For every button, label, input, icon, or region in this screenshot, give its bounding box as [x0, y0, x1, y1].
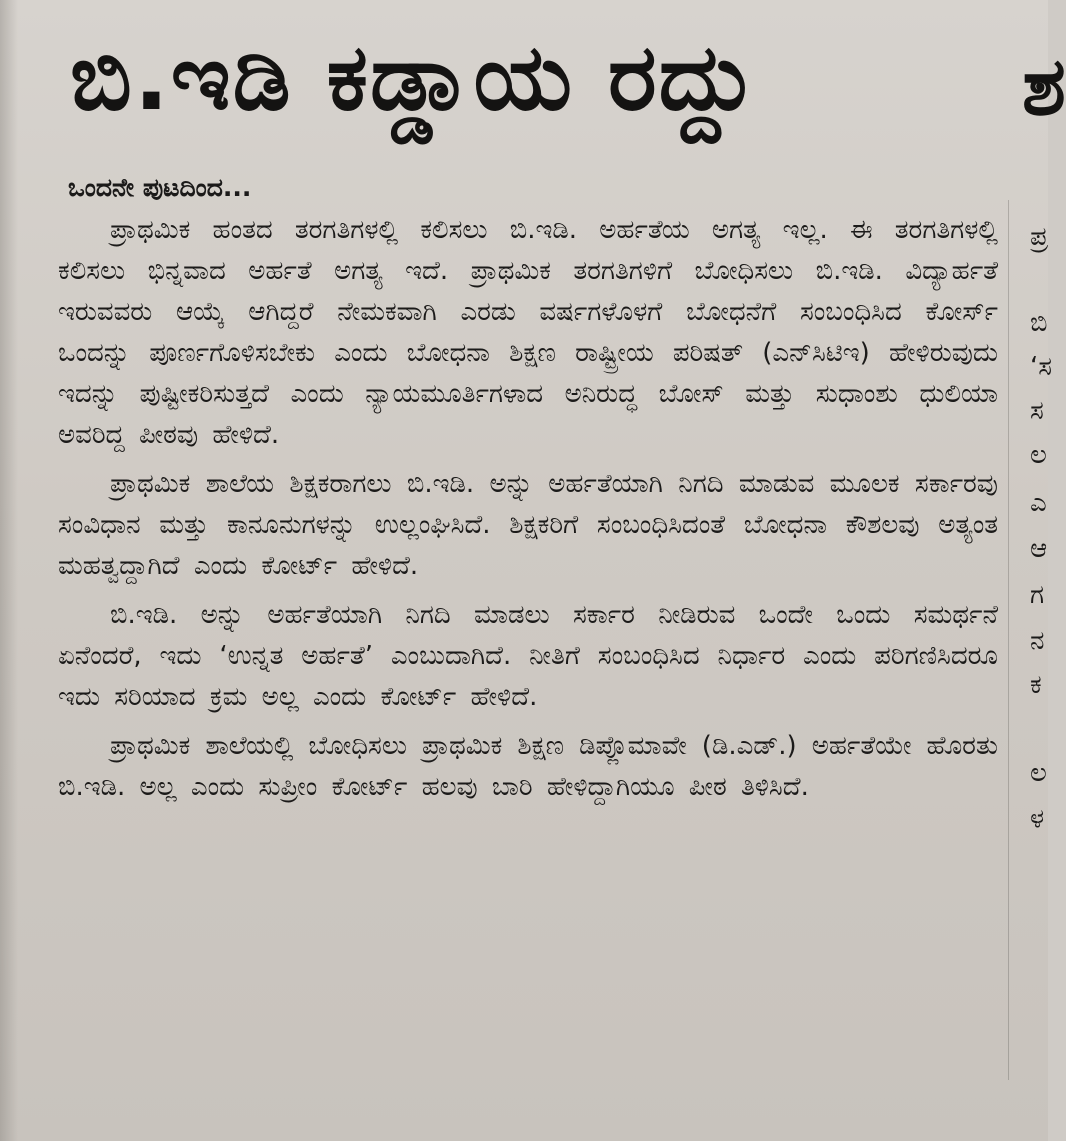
adjacent-line-fragment: ಆ: [1030, 534, 1048, 564]
adjacent-line-fragment: ‘ಸ: [1030, 352, 1053, 382]
continued-from-label: ಒಂದನೇ ಪುಟದಿಂದ...: [68, 173, 252, 202]
adjacent-headline-fragment: ಶ: [1022, 40, 1066, 133]
adjacent-line-fragment: ಳ: [1030, 804, 1045, 834]
adjacent-line-fragment: ಲ: [1030, 440, 1047, 470]
column-divider: [1008, 200, 1009, 1080]
article-paragraph: ಬಿ.ಇಡಿ. ಅನ್ನು ಅರ್ಹತೆಯಾಗಿ ನಿಗದಿ ಮಾಡಲು ಸರ್ಕಾರ ನೀಡಿರುವ ಒಂದೇ ಒಂದು ಸಮರ್ಥನೆ ಏನೆಂದರೆ, ಇದು ‘ಉನ್ನತ ಅರ್ಹತೆ’ ಎಂಬುದಾಗಿದೆ. ನೀತಿಗೆ ಸಂಬಂಧಿಸಿದ ನಿರ್ಧಾರ ಎಂದು ಪರಿಗಣಿಸಿದರೂ ಇದು ಸರಿಯಾದ ಕ್ರಮ ಅಲ್ಲ ಎಂದು ಕೋರ್ಟ್ ಹೇಳಿದೆ.: [58, 600, 998, 712]
adjacent-line-fragment: ಲ: [1030, 758, 1047, 788]
article-paragraph: ಪ್ರಾಥಮಿಕ ಶಾಲೆಯಲ್ಲಿ ಬೋಧಿಸಲು ಪ್ರಾಥಮಿಕ ಶಿಕ್ಷಣ ಡಿಪ್ಲೊಮಾವೇ (ಡಿ.ಎಡ್.) ಅರ್ಹತೆಯೇ ಹೊರತು ಬಿ.ಇಡಿ. ಅಲ್ಲ ಎಂದು ಸುಪ್ರೀಂ ಕೋರ್ಟ್ ಹಲವು ಬಾರಿ ಹೇಳಿದ್ದಾಗಿಯೂ ಪೀಠ ತಿಳಿಸಿದೆ.: [58, 731, 998, 802]
article-body: [58, 168, 998, 816]
adjacent-line-fragment: ಬಿ: [1030, 308, 1048, 338]
adjacent-line-fragment: ಪ್ರ: [1030, 222, 1048, 252]
adjacent-column-cropped: [1012, 0, 1066, 1141]
adjacent-line-fragment: ಎ: [1030, 488, 1047, 518]
page-fold-shadow: [0, 0, 18, 1141]
adjacent-line-fragment: ಸ: [1030, 396, 1044, 426]
adjacent-line-fragment: ಗ: [1030, 580, 1045, 610]
article-paragraph: ಪ್ರಾಥಮಿಕ ಹಂತದ ತರಗತಿಗಳಲ್ಲಿ ಕಲಿಸಲು ಬಿ.ಇಡಿ. ಅರ್ಹತೆಯ ಅಗತ್ಯ ಇಲ್ಲ. ಈ ತರಗತಿಗಳಲ್ಲಿ ಕಲಿಸಲು ಭಿನ್ನವಾದ ಅರ್ಹತೆ ಅಗತ್ಯ ಇದೆ. ಪ್ರಾಥಮಿಕ ತರಗತಿಗಳಿಗೆ ಬೋಧಿಸಲು ಬಿ.ಇಡಿ. ವಿದ್ಯಾರ್ಹತೆ ಇರುವವರು ಆಯ್ಕೆ ಆಗಿದ್ದರೆ ನೇಮಕವಾಗಿ ಎರಡು ವರ್ಷಗಳೊಳಗೆ ಬೋಧನೆಗೆ ಸಂಬಂಧಿಸಿದ ಕೋರ್ಸ್ ಒಂದನ್ನು ಪೂರ್ಣಗೊಳಿಸಬೇಕು ಎಂದು ಬೋಧನಾ ಶಿಕ್ಷಣ ರಾಷ್ಟ್ರೀಯ ಪರಿಷತ್ (ಎನ್‌ಸಿಟಿಇ) ಹೇಳಿರುವುದು ಇದನ್ನು ಪುಷ್ಟೀಕರಿಸುತ್ತದೆ ಎಂದು ನ್ಯಾಯಮೂರ್ತಿಗಳಾದ ಅನಿರುದ್ಧ ಬೋಸ್ ಮತ್ತು ಸುಧಾಂಶು ಧುಲಿಯಾ ಅವರಿದ್ದ ಪೀಠವು ಹೇಳಿದೆ.: [58, 215, 998, 450]
article-paragraph: ಪ್ರಾಥಮಿಕ ಶಾಲೆಯ ಶಿಕ್ಷಕರಾಗಲು ಬಿ.ಇಡಿ. ಅನ್ನು ಅರ್ಹತೆಯಾಗಿ ನಿಗದಿ ಮಾಡುವ ಮೂಲಕ ಸರ್ಕಾರವು ಸಂವಿಧಾನ ಮತ್ತು ಕಾನೂನುಗಳನ್ನು ಉಲ್ಲಂಘಿಸಿದೆ. ಶಿಕ್ಷಕರಿಗೆ ಸಂಬಂಧಿಸಿದಂತೆ ಬೋಧನಾ ಕೌಶಲವು ಅತ್ಯಂತ ಮಹತ್ವದ್ದಾಗಿದೆ ಎಂದು ಕೋರ್ಟ್ ಹೇಳಿದೆ.: [58, 469, 998, 581]
headline: ಬಿ.ಇಡಿ ಕಡ್ಡಾಯ ರದ್ದು: [70, 24, 758, 131]
adjacent-line-fragment: ನ: [1030, 626, 1045, 656]
adjacent-line-fragment: ಕ: [1030, 670, 1042, 700]
